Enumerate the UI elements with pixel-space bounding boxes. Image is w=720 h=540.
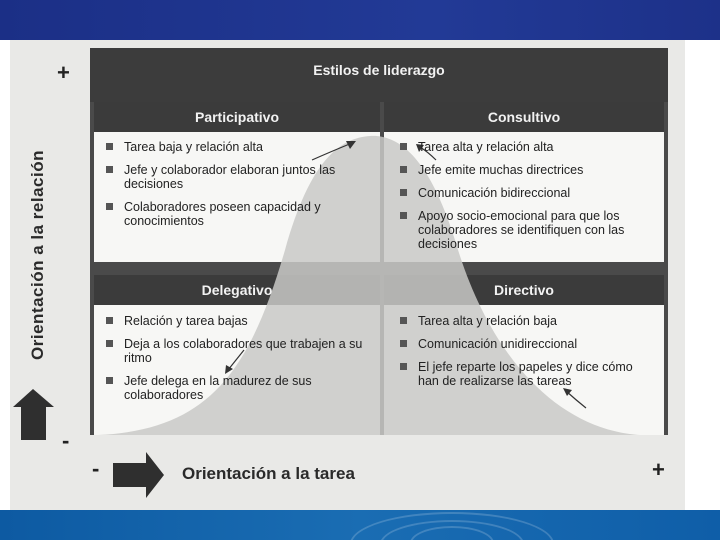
right-arrow-head bbox=[146, 452, 164, 498]
list-item: Comunicación bidireccional bbox=[394, 186, 656, 200]
right-arrow-shaft bbox=[113, 463, 150, 487]
x-axis-plus: + bbox=[652, 457, 665, 482]
list-item: Comunicación unidireccional bbox=[394, 337, 656, 351]
list-directivo bbox=[394, 314, 656, 397]
list-consultivo bbox=[394, 140, 656, 260]
bullet-icon bbox=[400, 212, 407, 219]
quadrant-header-consultivo: Consultivo bbox=[384, 102, 664, 132]
bullet-icon bbox=[400, 317, 407, 324]
quadrant-header-participativo: Participativo bbox=[94, 102, 380, 132]
slide-bottom-bar bbox=[0, 510, 720, 540]
x-axis-minus: - bbox=[92, 456, 100, 481]
list-item: Apoyo socio-emocional para que los colaboradores se identifiquen con las decisiones bbox=[394, 209, 656, 251]
bullet-icon bbox=[400, 189, 407, 196]
quadrant-header-delegativo: Delegativo bbox=[94, 275, 380, 305]
bullet-icon bbox=[106, 203, 113, 210]
list-item: Colaboradores poseen capacidad y conocimientos bbox=[100, 200, 370, 228]
y-axis-minus: - bbox=[62, 428, 70, 453]
list-item: Tarea alta y relación baja bbox=[394, 314, 656, 328]
list-item: Relación y tarea bajas bbox=[100, 314, 370, 328]
list-item: Jefe y colaborador elaboran juntos las decisiones bbox=[100, 163, 370, 191]
bullet-icon bbox=[400, 340, 407, 347]
bullet-icon bbox=[106, 340, 113, 347]
bullet-icon bbox=[400, 166, 407, 173]
bullet-icon bbox=[400, 363, 407, 370]
bullet-icon bbox=[106, 377, 113, 384]
x-axis-label: Orientación a la tarea bbox=[182, 464, 355, 483]
y-axis-label: Orientación a la relación bbox=[28, 150, 47, 360]
diagram-title: Estilos de liderazgo bbox=[313, 62, 445, 78]
y-axis-plus: + bbox=[57, 60, 70, 85]
list-delegativo bbox=[100, 314, 370, 411]
list-item: Jefe emite muchas directrices bbox=[394, 163, 656, 177]
list-participativo bbox=[100, 140, 370, 237]
up-arrow-shaft bbox=[21, 405, 46, 440]
list-item: Tarea alta y relación alta bbox=[394, 140, 656, 154]
list-item: Jefe delega en la madurez de sus colaboradores bbox=[100, 374, 370, 402]
bullet-icon bbox=[106, 166, 113, 173]
list-item: Deja a los colaboradores que trabajen a su ritmo bbox=[100, 337, 370, 365]
up-arrow-head bbox=[13, 389, 54, 407]
bullet-icon bbox=[106, 317, 113, 324]
quadrant-header-directivo: Directivo bbox=[384, 275, 664, 305]
list-item: El jefe reparte los papeles y dice cómo han de realizarse las tareas bbox=[394, 360, 656, 388]
bullet-icon bbox=[400, 143, 407, 150]
bullet-icon bbox=[106, 143, 113, 150]
list-item: Tarea baja y relación alta bbox=[100, 140, 370, 154]
